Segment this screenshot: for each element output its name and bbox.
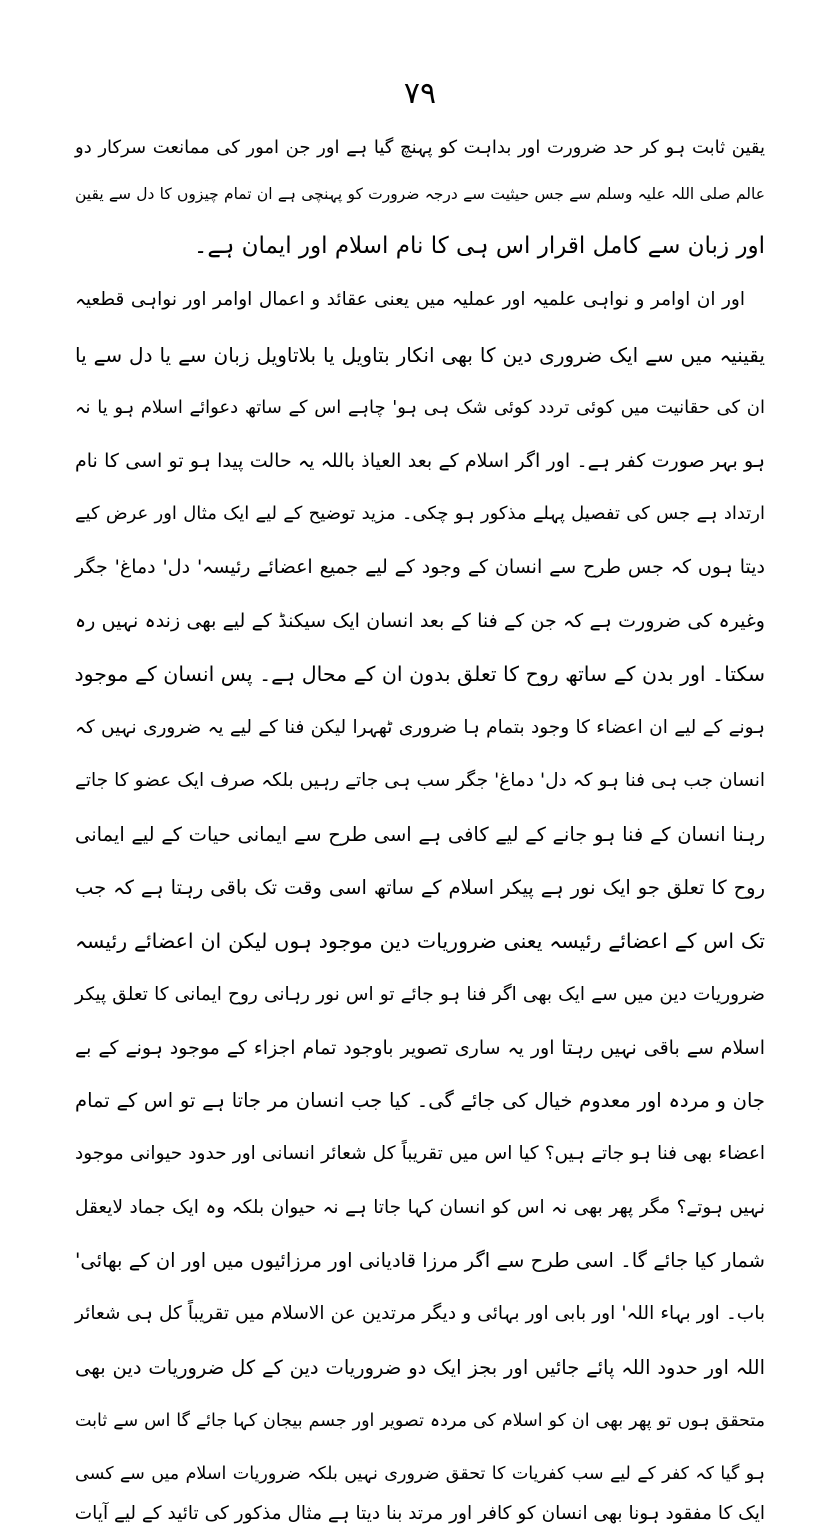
text-line: اور ان اوامر و نواہی علمیہ اور عملیہ میں یعنی عقائد و اعمال اوامر اور نواہی قطعیہ [75,289,745,310]
text-line: رہنا انسان کے فنا ہو جانے کے لیے کافی ہے اسی طرح سے ایمانی حیات کے لیے ایمانی [75,823,765,846]
text-line: ضروریات دین میں سے ایک بھی اگر فنا ہو جائے تو اس نور رہانی روح ایمانی کا تعلق پیکر [75,984,765,1005]
text-line: تک اس کے اعضائے رئیسہ یعنی ضروریات دین موجود ہوں لیکن ان اعضائے رئیسہ [75,929,765,953]
text-line: عالم صلی اللہ علیہ وسلم سے جس حیثیت سے درجہ ضرورت کو پہنچی ہے ان تمام چیزوں کا دل سے یقین [75,185,765,203]
text-line: اللہ اور حدود اللہ پائے جائیں اور بجز ایک دو ضروریات دین کے کل ضروریات دین بھی [75,1356,765,1379]
text-line: جان و مردہ اور معدوم خیال کی جائے گی۔ کیا جب انسان مر جاتا ہے تو اس کے تمام [75,1089,765,1112]
text-line: وغیرہ کی ضرورت ہے کہ جن کے فنا کے بعد انسان ایک سیکنڈ کے لیے بھی زندہ نہیں رہ [75,610,765,632]
text-line: دیتا ہوں کہ جس طرح سے انسان کے وجود کے لیے جمیع اعضائے رئیسہ' دل' دماغ' جگر [75,556,765,578]
text-line: ارتداد ہے جس کی تفصیل پہلے مذکور ہو چکی۔ مزید توضیح کے لیے ایک مثال اور عرض کیے [75,503,765,524]
text-line: ایک کا مفقود ہونا بھی انسان کو کافر اور مرتد بنا دیتا ہے مثال مذکور کی تائید کے لیے آیات [74,1503,765,1524]
text-line: ان کی حقانیت میں کوئی تردد کوئی شک ہی ہو' چاہے اس کے ساتھ دعوائے اسلام ہو یا نہ [75,397,765,418]
text-line: روح کا تعلق جو ایک نور ہے پیکر اسلام کے ساتھ اسی وقت تک باقی رہتا ہے کہ جب [75,876,765,899]
text-line: شمار کیا جائے گا۔ اسی طرح سے اگر مرزا قادیانی اور مرزائیوں میں اور ان کے بھائی' [75,1249,765,1272]
text-line: متحقق ہوں تو پھر بھی ان کو اسلام کی مردہ تصویر اور جسم بیجان کہا جائے گا اس سے ثابت [75,1411,765,1431]
text-line: اسلام سے باقی نہیں رہتا اور یہ ساری تصویر باوجود تمام اجزاء کے موجود ہونے کے بے [75,1037,765,1059]
text-line: نہیں ہوتے؟ مگر پھر بھی نہ اس کو انسان کہا جاتا ہے نہ حیوان بلکہ وہ ایک جماد لایعقل [75,1197,765,1218]
text-line: ہونے کے لیے ان اعضاء کا وجود بتمام ہا ضروری ٹھہرا لیکن فنا کے لیے یہ ضروری نہیں کہ [75,717,765,738]
page-number: ۷۹ [403,76,437,111]
text-line: انسان جب ہی فنا ہو کہ دل' دماغ' جگر سب ہی جاتے رہیں بلکہ صرف ایک عضو کا جاتے [75,770,765,791]
text-line: سکتا۔ اور بدن کے ساتھ روح کا تعلق بدون ان کے محال ہے۔ پس انسان کے موجود [74,662,765,686]
text-line: یقینیہ میں سے ایک ضروری دین کا بھی انکار بتاویل یا بلاتاویل زبان سے یا دل سے یا [75,343,765,367]
text-line: باب۔ اور بہاء اللہ' اور بابی اور بہائی و دیگر مرتدین عن الاسلام میں تقریباً کل ہی شعائر [75,1303,765,1324]
text-line: اعضاء بھی فنا ہو جاتے ہیں؟ کیا اس میں تقریباً کل شعائر انسانی اور حدود حیوانی موجود [75,1143,765,1164]
text-line: ہو گیا کہ کفر کے لیے سب کفریات کا تحقق ضروری نہیں بلکہ ضروریات اسلام میں سے کسی [75,1464,765,1484]
text-line: ہو بہر صورت کفر ہے۔ اور اگر اسلام کے بعد العیاذ باللہ یہ حالت پیدا ہو تو اسی کا نام [75,450,765,472]
text-line: اور زبان سے کامل اقرار اس ہی کا نام اسلام اور ایمان ہے۔ [193,233,765,259]
text-line: یقین ثابت ہو کر حد ضرورت اور بداہت کو پہنچ گیا ہے اور جن امور کی ممانعت سرکار دو [75,137,765,158]
